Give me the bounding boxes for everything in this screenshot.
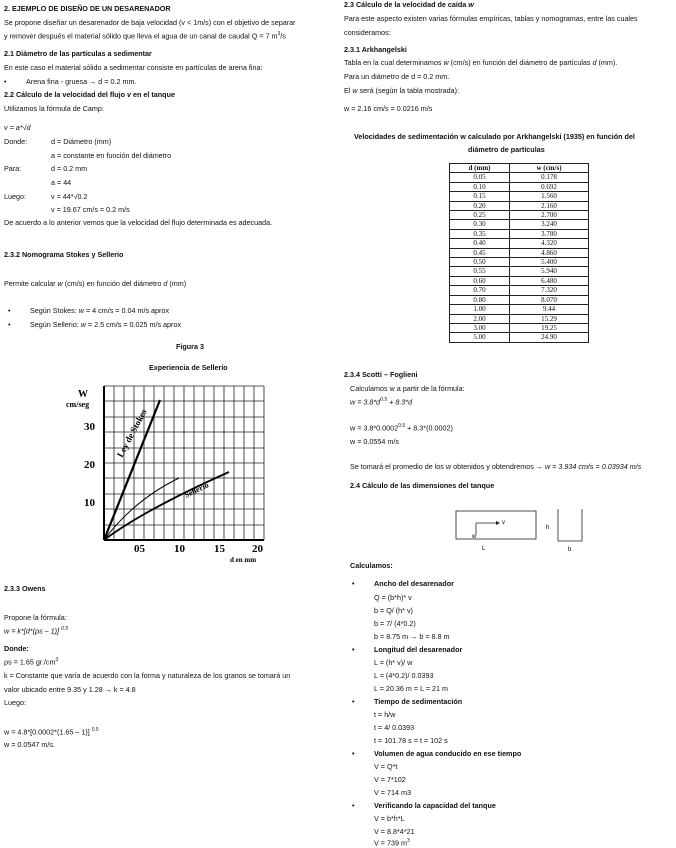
table-header-row (450, 164, 589, 173)
table-row (450, 258, 589, 267)
table-title-line-1: Velocidades de sedimentación w calculado por Arkhangelski (1935) en función del (354, 132, 635, 141)
heading-2-3-2: 2.3.2 Nomograma Stokes y Sellerio (4, 250, 124, 259)
table-row (450, 211, 589, 220)
table-cell-d: 0.10 (450, 182, 510, 191)
width-title: • Ancho del desarenador (374, 579, 454, 588)
table-cell-w: 4.320 (510, 239, 589, 248)
tank-L-label: L (482, 546, 486, 552)
conclusion-text: De acuerdo a lo anterior vemos que la velocidad del flujo determinada es adecuada. (4, 218, 273, 227)
time-line-3: t = 101.78 s = t = 102 s (374, 736, 448, 745)
d-definition: d = Diámetro (mm) (51, 137, 112, 146)
heading-2-3: 2.3 Cálculo de la velocidad de caída w (344, 0, 474, 9)
table-cell-d: 0.60 (450, 276, 510, 285)
time-title: • Tiempo de sedimentación (374, 697, 462, 706)
paragraph-2-1: En este caso el material sólido a sedimentar consiste en partículas de arena fina: (4, 63, 263, 72)
d-value: d = 0.2 mm (51, 164, 88, 173)
table-cell-w: 9.44 (510, 305, 589, 314)
intro-line-1: Se propone diseñar un desarenador de baja velocidad (v < 1m/s) con el objetivo de separar (4, 18, 296, 27)
table-row (450, 192, 589, 201)
table-cell-d: 1.00 (450, 305, 510, 314)
y-axis-label-unit: cm/seg (66, 400, 90, 409)
paragraph-2-3-2: Permite calcular w (cm/s) en función del diámetro d (mm) (4, 279, 187, 288)
volume-line-2: V = 7*102 (374, 775, 406, 784)
camp-formula: v = a*√d (4, 123, 31, 132)
table-cell-w: 4.860 (510, 248, 589, 257)
heading-2-4: 2.4 Cálculo de las dimensiones del tanque (350, 481, 495, 490)
table-cell-d: 0.20 (450, 201, 510, 210)
k-definition-2: valor ubicado entre 9.35 y 1.28 → k = 4.8 (4, 685, 136, 694)
table-cell-d: 0.80 (450, 295, 510, 304)
heading-2-2: 2.2 Cálculo de la velocidad del flujo v en el tanque (4, 90, 175, 99)
table-row (450, 276, 589, 285)
donde-label: Donde: (4, 137, 28, 146)
paragraph-2-3-line-2: consideramos: (344, 28, 391, 37)
table-cell-d: 0.35 (450, 229, 510, 238)
table-cell-w: 3.780 (510, 229, 589, 238)
time-line-1: t = h/w (374, 710, 396, 719)
k-definition-1: k = Constante que varía de acuerdo con la forma y naturaleza de los granos se tomará un (4, 671, 291, 680)
table-row (450, 305, 589, 314)
luego-label: Luego: (4, 192, 26, 201)
length-line-3: L = 20.36 m = L = 21 m (374, 684, 448, 693)
table-header-w: w (cm/s) (510, 164, 589, 173)
tank-cross-section (558, 509, 582, 541)
x-tick-20: 20 (252, 543, 263, 555)
table-row (450, 182, 589, 191)
table-cell-d: 0.45 (450, 248, 510, 257)
length-line-1: L = (h* v)/ w (374, 658, 413, 667)
arkhangelski-table (449, 163, 589, 343)
table-cell-w: 15.29 (510, 314, 589, 323)
y-tick-10: 10 (84, 497, 95, 509)
rho-definition: ρs = 1.65 $gr./cm^3$ (4, 657, 59, 667)
owens-result: w = 0.0547 m/s. (4, 740, 55, 749)
table-cell-w: 5.940 (510, 267, 589, 276)
table-cell-d: 0.05 (450, 173, 510, 182)
heading-2-1: 2.1 Diámetro de las partículas a sedimentar (4, 49, 152, 58)
table-row (450, 201, 589, 210)
arkhangelski-result: w = 2.16 cm/s = 0.0216 m/s (344, 104, 433, 113)
table-cell-w: 24.90 (510, 333, 589, 342)
capacity-title: • Verificando la capacidad del tanque (374, 801, 496, 810)
figure-title: Experiencia de Sellerio (149, 363, 228, 372)
capacity-line-3: V = 739 $m^3$ (374, 838, 410, 848)
owens-donde: Donde: (4, 644, 29, 653)
y-tick-30: 30 (84, 421, 95, 433)
scotti-result: w = 0.0554 m/s (350, 437, 399, 446)
table-cell-d: 0.50 (450, 258, 510, 267)
owens-luego: Luego: (4, 698, 26, 707)
table-row (450, 333, 589, 342)
volume-line-1: V = Q*t (374, 762, 398, 771)
table-cell-w: 3.240 (510, 220, 589, 229)
table-cell-d: 0.55 (450, 267, 510, 276)
table-row (450, 239, 589, 248)
heading-2-3-1: 2.3.1 Arkhangelski (344, 45, 407, 54)
scotti-calculation: $w = 3.8*0.0002^{0.5} + 8.3*(0.0002)$ (350, 423, 453, 433)
table-cell-w: 6.480 (510, 276, 589, 285)
heading-2-3-3: 2.3.3 Owens (4, 584, 46, 593)
table-cell-d: 3.00 (450, 323, 510, 332)
table-cell-d: 0.70 (450, 286, 510, 295)
average-line: Se tomará el promedio de los w obtenidos y obtendremos → w = 3.934 cm/s = 0.03934 m/s (350, 462, 642, 471)
sellerio-chart (64, 380, 274, 565)
capacity-line-1: V = b*h*L (374, 814, 405, 823)
x-tick-05: 05 (134, 543, 145, 555)
table-row (450, 173, 589, 182)
table-row (450, 323, 589, 332)
table-cell-w: 0.178 (510, 173, 589, 182)
bullet-stokes: • Según Stokes: w = 4 cm/s = 0.04 m/s aprox (30, 306, 169, 315)
tank-v-label: v (502, 520, 505, 526)
v-result: v = 19.67 cm/s = 0.2 m/s (51, 205, 130, 214)
table-cell-w: 2.700 (510, 211, 589, 220)
y-tick-20: 20 (84, 459, 95, 471)
intro-line-2: y remover después el material sólido que lleva el agua de un canal de caudal Q = 7 $m^3/s$ (4, 31, 286, 41)
x-tick-10: 10 (174, 543, 185, 555)
calculamos-label: Calculamos: (350, 561, 393, 570)
figure-label: Figura 3 (176, 342, 204, 351)
table-cell-w: 2.160 (510, 201, 589, 210)
table-cell-w: 5.400 (510, 258, 589, 267)
table-row (450, 229, 589, 238)
volume-line-3: V = 714 m3 (374, 788, 411, 797)
time-line-2: t = 4/ 0.0393 (374, 723, 415, 732)
y-axis-label-w: W (78, 389, 88, 400)
table-cell-w: 19.25 (510, 323, 589, 332)
width-line-3: b = 7/ (4*0.2) (374, 619, 416, 628)
para-label: Para: (4, 164, 22, 173)
diameter-line: Para un diámetro de d = 0.2 mm. (344, 72, 450, 81)
table-header-d: d (mm) (450, 164, 510, 173)
camp-intro: Utilizamos la fórmula de Camp: (4, 104, 104, 113)
table-row (450, 295, 589, 304)
width-line-2: b = Q/ (h* v) (374, 606, 413, 615)
tank-diagram (454, 505, 594, 555)
table-cell-w: 1.560 (510, 192, 589, 201)
bullet-sellerio: • Según Sellerio: w = 2.5 cm/s = 0.025 m/s aprox (30, 320, 181, 329)
table-cell-d: 2.00 (450, 314, 510, 323)
a-definition: a = constante en función del diámetro (51, 151, 172, 160)
table-cell-w: 0.692 (510, 182, 589, 191)
volume-title: • Volumen de agua conducido en ese tiempo (374, 749, 521, 758)
heading-section-2: 2. EJEMPLO DE DISEÑO DE UN DESARENADOR (4, 4, 171, 13)
a-value: a = 44 (51, 178, 72, 187)
table-row (450, 248, 589, 257)
width-line-1: Q = (b*h)* v (374, 593, 412, 602)
width-line-4: b = 8.75 m → b = 8.8 m (374, 632, 450, 641)
paragraph-2-3-line-1: Para este aspecto existen varias fórmulas empíricas, tablas y nomogramas, entre las cuales (344, 14, 638, 23)
table-row (450, 267, 589, 276)
table-row (450, 314, 589, 323)
x-tick-15: 15 (214, 543, 225, 555)
scotti-formula: $w = 3.8*d^{0.5} + 8.3*d$ (350, 397, 413, 407)
table-cell-d: 0.15 (450, 192, 510, 201)
owens-calculation: w = 4.8*[0.0002*(1.65 – 1)] $^{0.5}$ (4, 727, 99, 737)
heading-2-3-4: 2.3.4 Scotti – Foglieni (344, 370, 418, 379)
table-title-line-2: diámetro de partículas (468, 145, 545, 154)
tank-b-label: b (568, 547, 572, 553)
owens-intro: Propone la fórmula: (4, 613, 67, 622)
table-cell-d: 0.25 (450, 211, 510, 220)
length-line-2: L = (4*0.2)/ 0.0393 (374, 671, 434, 680)
v-expression: v = 44*√0.2 (51, 192, 88, 201)
owens-formula: w = k*[d*(ρs – 1)] $^{0.5}$ (4, 626, 68, 636)
table-cell-w: 8.070 (510, 295, 589, 304)
sellerio-label: Sellerio (182, 480, 211, 500)
table-row (450, 286, 589, 295)
tank-h-label: h (546, 525, 550, 531)
stokes-label: Ley de Stokes (114, 407, 149, 459)
table-cell-d: 0.30 (450, 220, 510, 229)
w-intro-line: El w será (según la tabla mostrada): (344, 86, 460, 95)
table-row (450, 220, 589, 229)
table-cell-d: 5.00 (450, 333, 510, 342)
length-title: • Longitud del desarenador (374, 645, 462, 654)
x-axis-unit: d en mm (230, 556, 257, 564)
table-cell-w: 7.320 (510, 286, 589, 295)
paragraph-2-3-1: Tabla en la cual determinamos w (cm/s) en función del diámetro de partículas d (mm). (344, 58, 618, 67)
tank-w-label: w (472, 534, 477, 540)
capacity-line-2: V = 8.8*4*21 (374, 827, 415, 836)
bullet-arena-fina: • Arena fina - gruesa → d = 0.2 mm. (26, 77, 136, 86)
scotti-intro: Calculamos w a partir de la fórmula: (350, 384, 465, 393)
table-cell-d: 0.40 (450, 239, 510, 248)
